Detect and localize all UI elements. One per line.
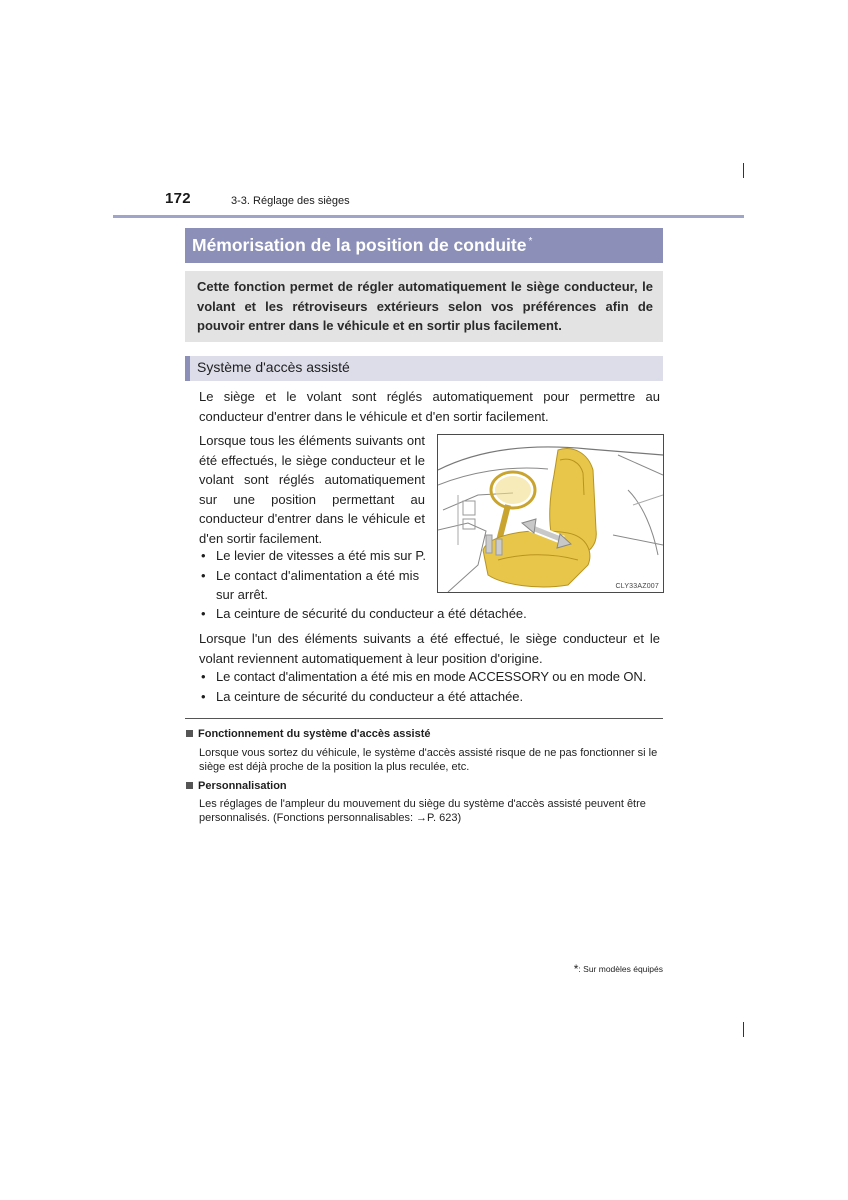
bullet-text: La ceinture de sécurité du conducteur a été détachée. — [216, 606, 527, 621]
note-body-line: Lorsque vous sortez du véhicule, le système d'accès assisté risque de ne pas fonctionner si le — [199, 747, 658, 759]
header-divider — [113, 215, 744, 218]
intro-box — [185, 271, 663, 342]
crop-mark-bottom-right — [743, 1022, 744, 1037]
footnote-star: * — [573, 962, 579, 976]
bullet-text: La ceinture de sécurité du conducteur a été attachée. — [216, 689, 524, 704]
paragraph-2: Lorsque tous les éléments suivants ont été effectués, le siège conducteur et le volant sont réglés automatiquement sur une position permettant au conducteur d'entrer dans le véhicule et d'en sortir facilement. — [199, 433, 425, 546]
chapter-breadcrumb: 3-3. Réglage des sièges — [231, 195, 350, 207]
notes-divider — [185, 718, 663, 719]
page-number: 172 — [165, 190, 191, 207]
page-title — [192, 235, 532, 256]
footnote-text: : Sur modèles équipés — [578, 964, 663, 974]
bullet-text: Le levier de vitesses a été mis sur P. — [216, 548, 427, 563]
seat-illustration — [437, 434, 664, 593]
paragraph-3: Lorsque l'un des éléments suivants a été effectué, le siège conducteur et le volant reviennent automatiquement à leur position d'origine. — [199, 631, 660, 666]
bullet-dot: • — [201, 689, 206, 704]
note-body-line: Les réglages de l'ampleur du mouvement du siège du système d'accès assisté peuvent être — [199, 798, 646, 810]
subsection-bar — [185, 356, 663, 381]
note-heading-text: Fonctionnement du système d'accès assisté — [198, 728, 431, 740]
section-title-bar — [185, 228, 663, 263]
bullet-dot: • — [201, 606, 206, 621]
note-heading — [186, 780, 287, 792]
intro-text: Cette fonction permet de régler automatiquement le siège conducteur, le volant et les rétroviseurs extérieurs selon vos préférences afin de pouvoir entrer dans le véhicule et en sortir plus facilement. — [197, 279, 653, 333]
page-title-text: Mémorisation de la position de conduite — [192, 235, 527, 255]
note-body-line: siège est déjà proche de la position la plus reculée, etc. — [199, 761, 470, 773]
square-bullet-icon — [186, 782, 193, 789]
bullet-dot: • — [201, 548, 206, 563]
note-body-line: personnalisés. (Fonctions personnalisables: →P. 623) — [199, 812, 462, 824]
car-interior-drawing — [438, 435, 663, 592]
bullet-text: Le contact d'alimentation a été mis — [216, 568, 420, 583]
bullet-dot: • — [201, 568, 206, 583]
bullet-text: sur arrêt. — [216, 587, 269, 602]
square-bullet-icon — [186, 730, 193, 737]
subsection-title: Système d'accès assisté — [197, 359, 350, 375]
figure-code: CLY33AZ007 — [615, 583, 659, 590]
note-heading-text: Personnalisation — [198, 780, 287, 792]
subsection-accent — [185, 356, 190, 381]
footnote — [563, 962, 663, 976]
paragraph-1: Le siège et le volant sont réglés automatiquement pour permettre au conducteur d'entrer dans le véhicule et d'en sortir facilement. — [199, 389, 660, 424]
asterisk-mark: * — [528, 236, 533, 247]
crop-mark-top-right — [743, 163, 744, 178]
bullet-dot: • — [201, 669, 206, 684]
bullet-text: Le contact d'alimentation a été mis en mode ACCESSORY ou en mode ON. — [216, 669, 647, 684]
note-heading — [186, 728, 430, 740]
